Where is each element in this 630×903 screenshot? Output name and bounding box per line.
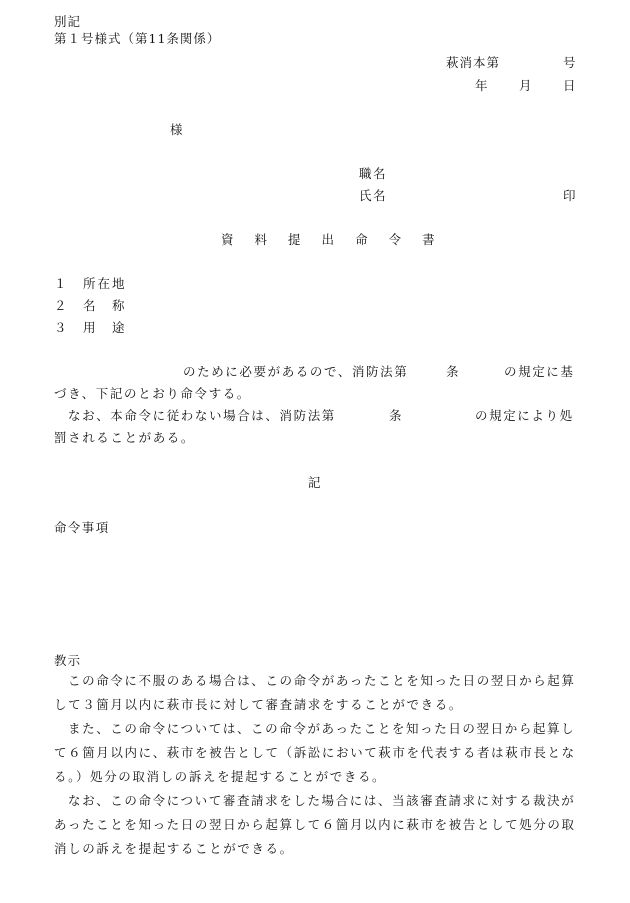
date-month: 月 (519, 78, 533, 93)
issuer-title-label: 職名 (359, 166, 388, 181)
ref-number-prefix: 萩消本第 (446, 55, 501, 70)
title-char: 書 (422, 232, 436, 247)
body-p1-a: のために必要があるので、消防法第 (183, 364, 409, 379)
title-char: 令 (388, 232, 403, 247)
document-title (221, 232, 436, 248)
item-number: １ (54, 276, 68, 291)
kyoji-paragraph: なお、この命令について審査請求をした場合には、当該審査請求に対する裁決があったことを知った日の翌日から起算して６箇月以内に萩市を被告として処分の取消しの訴えを提起することができる。 (54, 793, 576, 856)
kyoji-label: 教示 (54, 653, 82, 668)
order-items-label: 命令事項 (54, 520, 110, 535)
title-char: 命 (355, 232, 369, 247)
item-location-label: 所在地 (83, 276, 127, 291)
date-year: 年 (475, 78, 489, 93)
ref-number-suffix: 号 (563, 55, 577, 70)
issuer-name-label: 氏名 (359, 188, 388, 203)
body-p1-article: 条 (446, 364, 460, 379)
item-use-label: 用 途 (83, 320, 127, 335)
body-p2-d: 罰されることがある。 (54, 430, 196, 445)
item-number: ２ (54, 298, 68, 313)
body-p1-c: の規定に基 (504, 364, 575, 379)
kyoji-paragraph: この命令に不服のある場合は、この命令があったことを知った日の翌日から起算して３箇月以内に萩市長に対して審査請求をすることができる。 (54, 673, 576, 712)
item-number: ３ (54, 320, 68, 335)
title-char: 資 (221, 232, 235, 247)
kyoji-section (54, 669, 576, 861)
body-p2-c: の規定により処 (475, 408, 574, 423)
addressee-sama: 様 (170, 122, 184, 137)
item-name-label: 名 称 (83, 298, 127, 313)
ki-heading: 記 (308, 475, 322, 490)
kyoji-paragraph: また、この命令については、この命令があったことを知った日の翌日から起算して６箇月以内に、萩市を被告として（訴訟において萩市を代表する者は萩市長となる。）処分の取消しの訴えを提起することができる。 (54, 721, 576, 784)
date-day: 日 (563, 78, 577, 93)
title-char: 出 (321, 232, 336, 247)
form-number: 第１号様式（第11条関係） (54, 31, 221, 46)
body-p2-article: 条 (389, 408, 403, 423)
betsuki-label: 別記 (54, 14, 82, 29)
title-char: 料 (254, 232, 269, 247)
title-char: 提 (288, 232, 302, 247)
body-p1-d: づき、下記のとおり命令する。 (54, 386, 251, 401)
seal-mark: 印 (563, 188, 577, 203)
body-p2-a: なお、本命令に従わない場合は、消防法第 (68, 408, 336, 423)
